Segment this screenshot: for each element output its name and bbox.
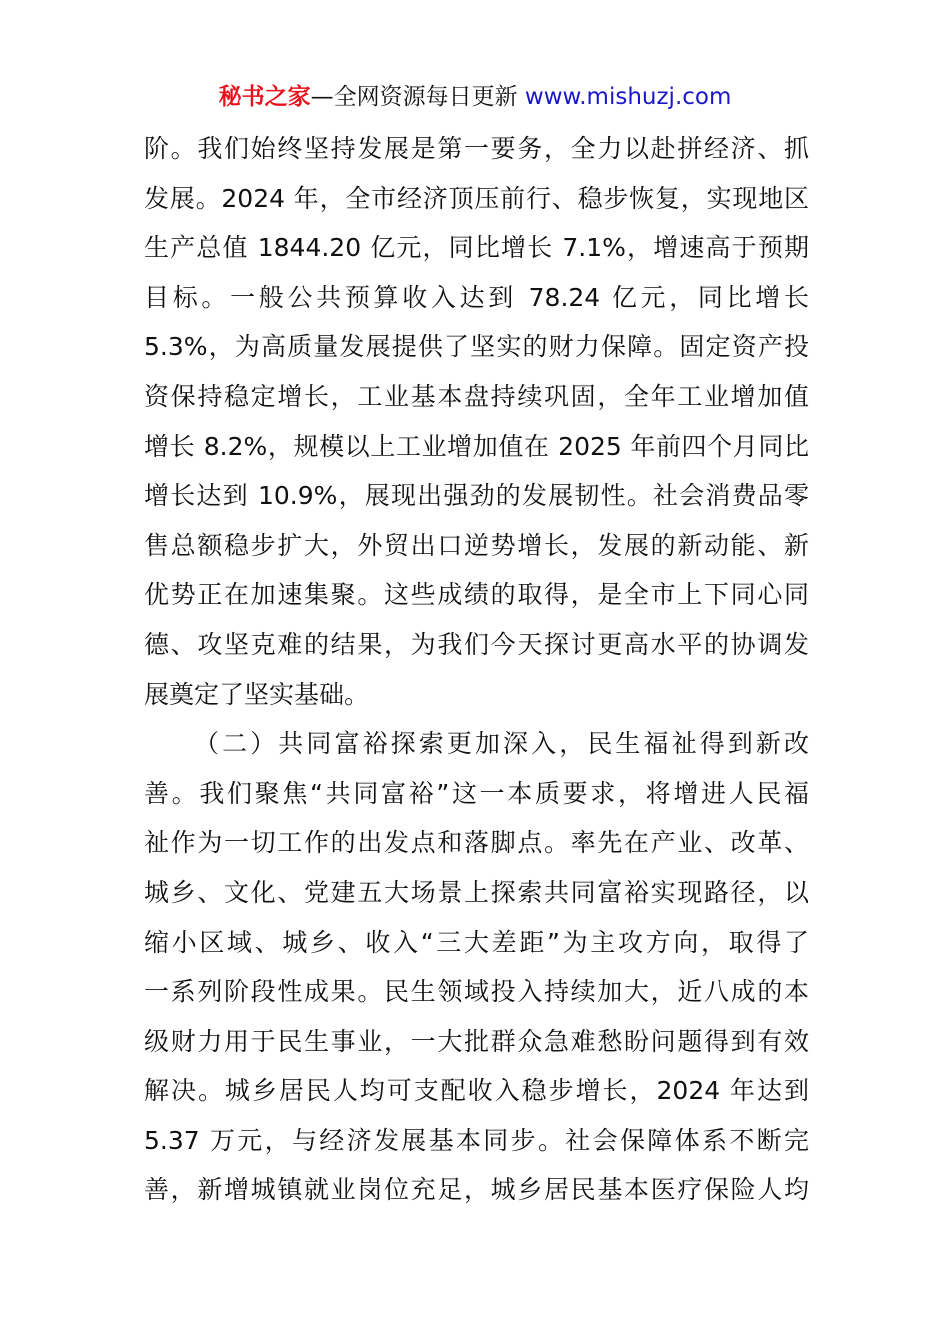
text-line: 一系列阶段性成果。民生领域投入持续加大，近八成的本 — [144, 977, 809, 1007]
paragraph-common-prosperity — [144, 719, 809, 1215]
text-line: 资保持稳定增长，工业基本盘持续巩固，全年工业增加值 — [144, 381, 809, 411]
text-line: 售总额稳步扩大，外贸出口逆势增长，发展的新动能、新 — [144, 530, 809, 560]
text-line: 增长达到 10.9%，展现出强劲的发展韧性。社会消费品零 — [144, 481, 809, 511]
text-line: 展奠定了坚实基础。 — [144, 679, 370, 709]
text-line: 善。我们聚焦“共同富裕”这一本质要求，将增进人民福 — [144, 778, 809, 808]
text-line: 生产总值 1844.20 亿元，同比增长 7.1%，增速高于预期 — [144, 233, 809, 263]
paragraph-economy — [144, 124, 809, 719]
text-line: 解决。城乡居民人均可支配收入稳步增长，2024 年达到 — [144, 1076, 809, 1106]
text-line: 阶。我们始终坚持发展是第一要务，全力以赴拼经济、抓 — [144, 134, 809, 163]
document-body — [144, 124, 809, 1215]
text-line: 善，新增城镇就业岗位充足，城乡居民基本医疗保险人均 — [144, 1175, 809, 1205]
section-heading-line: （二）共同富裕探索更加深入，民生福祉得到新改 — [194, 729, 809, 759]
text-line: 增长 8.2%，规模以上工业增加值在 2025 年前四个月同比 — [144, 431, 809, 461]
site-header — [0, 80, 950, 114]
text-line: 城乡、文化、党建五大场景上探索共同富裕实现路径，以 — [144, 877, 809, 907]
site-brand: 秘书之家 — [218, 84, 311, 110]
text-line: 级财力用于民生事业，一大批群众急难愁盼问题得到有效 — [144, 1026, 809, 1056]
site-url-link[interactable]: www.mishuzj.com — [524, 84, 732, 110]
text-line: 缩小区域、城乡、收入“三大差距”为主攻方向，取得了 — [144, 927, 809, 957]
text-line: 目标。一般公共预算收入达到 78.24 亿元，同比增长 — [144, 282, 809, 312]
text-line: 5.37 万元，与经济发展基本同步。社会保障体系不断完 — [144, 1125, 809, 1155]
text-line: 德、攻坚克难的结果，为我们今天探讨更高水平的协调发 — [144, 629, 809, 659]
text-line: 发展。2024 年，全市经济顶压前行、稳步恢复，实现地区 — [144, 183, 809, 213]
site-tagline: —全网资源每日更新 — [310, 84, 518, 110]
text-line: 5.3%，为高质量发展提供了坚实的财力保障。固定资产投 — [144, 332, 809, 362]
text-line: 祉作为一切工作的出发点和落脚点。率先在产业、改革、 — [144, 828, 809, 858]
text-line: 优势正在加速集聚。这些成绩的取得，是全市上下同心同 — [144, 580, 809, 610]
